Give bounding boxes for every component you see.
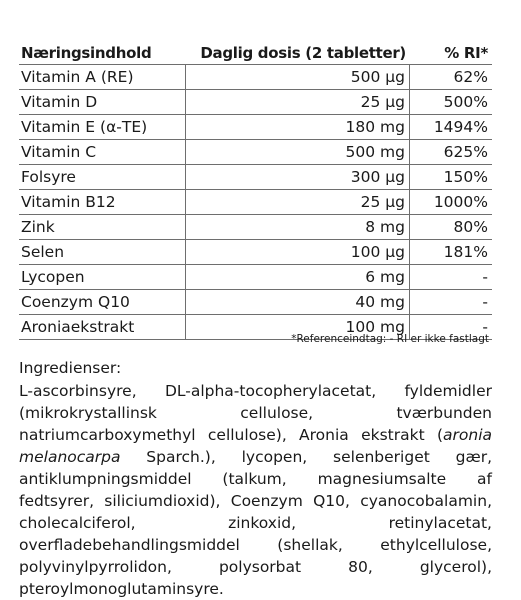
ri-percent: 1494% (433, 118, 488, 136)
ri-percent: - (482, 293, 488, 311)
header-ri-percent: % RI* (444, 44, 488, 62)
nutrient-name: Vitamin E (α-TE) (19, 115, 186, 139)
nutrient-name: Folsyre (19, 165, 186, 189)
daily-dose: 300 µg (186, 165, 410, 189)
table-row (19, 215, 492, 240)
ingredients-text (19, 380, 492, 600)
ingredients-section (19, 357, 492, 600)
table-header-row (19, 40, 492, 65)
daily-dose: 500 mg (186, 140, 410, 164)
nutrient-name: Aroniaekstrakt (19, 315, 186, 339)
nutrient-name: Zink (19, 215, 186, 239)
daily-dose: 40 mg (186, 290, 410, 314)
table-body (19, 65, 492, 340)
table-row (19, 240, 492, 265)
nutrient-name: Selen (19, 240, 186, 264)
ri-percent: 62% (453, 68, 488, 86)
table-row (19, 265, 492, 290)
ingredients-latin-name: aronia melanocarpa (19, 426, 492, 466)
daily-dose: 25 µg (186, 190, 410, 214)
daily-dose: 25 µg (186, 90, 410, 114)
ri-percent: - (482, 318, 488, 336)
ingredients-text-part2: Sparch.), lycopen, selenberiget gær, antiklumpningsmiddel (talkum, magnesiumsalte af fedtsyrer, siliciumdioxid), Coenzym Q10, cyanocobalamin, cholecalciferol, zinkoxid, retinylacetat, overfladebehandlingsmiddel (shellak, ethylcellulose, polyvinylpyrrolidon, polysorbat 80, glycerol), pteroylmonoglutaminsyre. (19, 448, 492, 598)
daily-dose: 8 mg (186, 215, 410, 239)
daily-dose: 6 mg (186, 265, 410, 289)
ri-footnote: *Referenceindtag: - RI er ikke fastlagt (291, 333, 489, 345)
ri-percent: 80% (453, 218, 488, 236)
table-row (19, 290, 492, 315)
nutrient-name: Vitamin A (RE) (19, 65, 186, 89)
nutrient-name: Vitamin C (19, 140, 186, 164)
nutrient-name: Lycopen (19, 265, 186, 289)
daily-dose: 100 µg (186, 240, 410, 264)
daily-dose: 500 µg (186, 65, 410, 89)
daily-dose: 100 mg (186, 315, 410, 339)
table-row (19, 65, 492, 90)
ingredients-title: Ingredienser: (19, 359, 122, 377)
table-row (19, 115, 492, 140)
table-row (19, 140, 492, 165)
ri-percent: - (482, 268, 488, 286)
ri-percent: 181% (443, 243, 488, 261)
nutrition-table (19, 40, 492, 340)
ri-percent: 150% (443, 168, 488, 186)
ri-percent: 625% (443, 143, 488, 161)
table-row (19, 165, 492, 190)
daily-dose: 180 mg (186, 115, 410, 139)
header-daily-dose: Daglig dosis (2 tabletter) (200, 44, 406, 62)
table-row (19, 190, 492, 215)
nutrient-name: Vitamin B12 (19, 190, 186, 214)
nutrient-name: Coenzym Q10 (19, 290, 186, 314)
table-row (19, 90, 492, 115)
ingredients-text-part1: L-ascorbinsyre, DL-alpha-tocopherylacetat, fyldemidler (mikrokrystallinsk cellulose, tværbunden natriumcarboxymethyl cellulose), Aronia ekstrakt ( (19, 382, 492, 444)
ri-percent: 500% (443, 93, 488, 111)
nutrient-name: Vitamin D (19, 90, 186, 114)
ri-percent: 1000% (433, 193, 488, 211)
header-nutrient: Næringsindhold (21, 44, 152, 62)
